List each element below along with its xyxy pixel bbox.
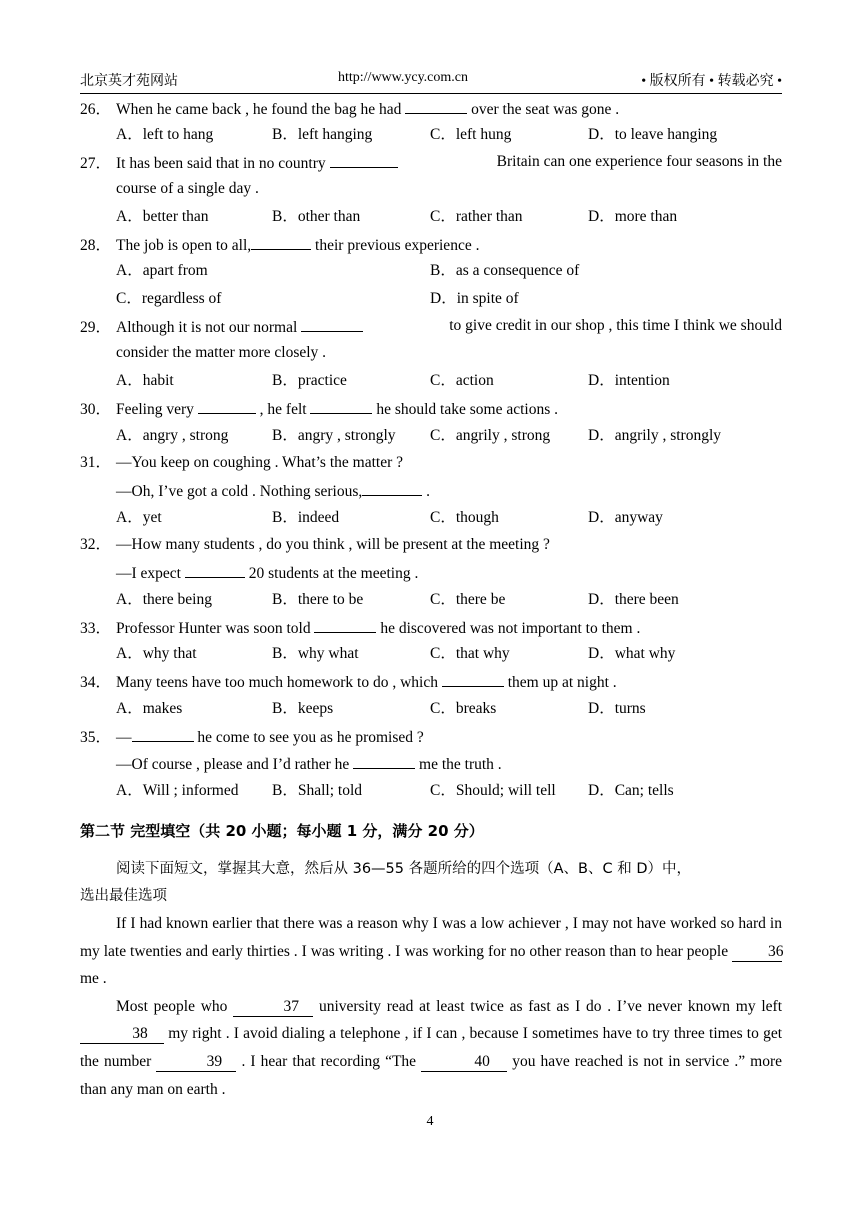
paragraph-2: Most people who 37 university read at least twice as fast as I do . I’ve never known my left 38 my right . I avoid dialing a telephone , if I can , because I sometimes have to try three times to get the number 39 . I hear that recording “The 40 you have reached is not in service .” more than any man on earth . [80, 997, 783, 1098]
question-26: 26． When he came back , he found the bag he had over the seat was gone . [80, 97, 619, 119]
option-b: B．keeps [272, 700, 334, 717]
question-32: 32． —How many students , do you think , will be present at the meeting ? [80, 536, 550, 553]
answer-blank [405, 97, 467, 114]
option-a: A．Will ; informed [116, 782, 239, 799]
option-c: C．there be [430, 591, 506, 608]
question-35: 35． — he come to see you as he promised ? [80, 725, 424, 747]
question-32-cont: —I expect 20 students at the meeting . [80, 561, 418, 583]
option-d: D．anyway [588, 509, 663, 526]
question-33: 33． Professor Hunter was soon told he discovered was not important to them . [80, 616, 640, 638]
page-header [80, 70, 782, 90]
option-a: A．left to hang [116, 126, 214, 143]
section-instruction-cont: 选出最佳选项 [80, 888, 167, 904]
answer-blank [310, 397, 372, 414]
option-c: C．Should; will tell [430, 782, 556, 799]
option-d: D．more than [588, 208, 678, 225]
option-d: D．in spite of [430, 290, 519, 307]
option-b: B．practice [272, 372, 347, 389]
section-instruction: 阅读下面短文，掌握其大意，然后从 36—55 各题所给的四个选项（A、B、C 和 D）中， [116, 861, 691, 877]
site-url[interactable]: http://www.ycy.com.cn [338, 70, 468, 85]
answer-blank [314, 616, 376, 633]
option-a: A．there being [116, 591, 212, 608]
answer-blank [301, 315, 363, 332]
option-d: D．to leave hanging [588, 126, 718, 143]
question-35-cont: —Of course , please and I’d rather he me the truth . [80, 752, 502, 774]
option-c: C．regardless of [116, 290, 222, 307]
option-a: A．habit [116, 372, 174, 389]
cloze-blank-37: 37 [233, 998, 313, 1017]
option-b: B．there to be [272, 591, 364, 608]
question-31: 31． —You keep on coughing . What’s the matter ? [80, 454, 403, 471]
option-b: B．as a consequence of [430, 262, 580, 279]
option-a: A．apart from [116, 262, 208, 279]
site-name: 北京英才苑网站 [80, 74, 178, 89]
option-c: C．breaks [430, 700, 497, 717]
option-a: A．yet [116, 509, 162, 526]
answer-blank [251, 233, 311, 250]
answer-blank [132, 725, 194, 742]
option-a: A．why that [116, 645, 197, 662]
option-c: C．action [430, 372, 494, 389]
question-29: 29． Although it is not our normal to give credit in our shop , this time I think we should [80, 317, 782, 336]
option-b: B．why what [272, 645, 359, 662]
cloze-blank-40: 40 [421, 1053, 507, 1072]
option-a: A．better than [116, 208, 209, 225]
option-d: D．Can; tells [588, 782, 674, 799]
option-d: D．there been [588, 591, 679, 608]
paragraph-1: If I had known earlier that there was a reason why I was a low achiever , I may not have worked so hard in my late twenties and early thirties . I was writing . I was working for no other reason than to hear people 36 me . [80, 915, 784, 988]
question-29-cont: consider the matter more closely . [116, 344, 327, 361]
answer-blank [362, 479, 422, 496]
copyright-notice: • 版权所有 • 转载必究 • [641, 74, 782, 89]
option-c: C．though [430, 509, 499, 526]
option-c: C．left hung [430, 126, 512, 143]
question-27: 27． It has been said that in no country Britain can one experience four seasons in the [80, 153, 782, 172]
option-c: C．rather than [430, 208, 523, 225]
question-30: 30． Feeling very , he felt he should take some actions . [80, 397, 558, 419]
question-31-cont: —Oh, I’ve got a cold . Nothing serious, . [80, 479, 430, 501]
option-d: D．angrily , strongly [588, 427, 722, 444]
option-a: A．makes [116, 700, 183, 717]
answer-blank [198, 397, 256, 414]
answer-blank [185, 561, 245, 578]
answer-blank [442, 670, 504, 687]
option-b: B．left hanging [272, 126, 373, 143]
option-b: B．Shall; told [272, 782, 362, 799]
answer-blank [330, 151, 398, 168]
question-27-cont: course of a single day . [116, 180, 259, 197]
question-34: 34． Many teens have too much homework to do , which them up at night . [80, 670, 617, 692]
question-28: 28． The job is open to all, their previous experience . [80, 233, 479, 255]
option-d: D．what why [588, 645, 676, 662]
option-d: D．turns [588, 700, 646, 717]
cloze-blank-36: 36 [732, 943, 782, 962]
option-b: B．indeed [272, 509, 340, 526]
option-c: C．angrily , strong [430, 427, 551, 444]
page-number: 4 [426, 1114, 434, 1129]
option-c: C．that why [430, 645, 510, 662]
answer-blank [353, 752, 415, 769]
header-rule [80, 93, 782, 94]
section-title: 第二节 完型填空（共 20 小题；每小题 1 分，满分 20 分） [80, 822, 484, 840]
option-a: A．angry , strong [116, 427, 229, 444]
cloze-blank-38: 38 [80, 1025, 164, 1044]
option-b: B．other than [272, 208, 361, 225]
cloze-passage [80, 910, 782, 1103]
cloze-blank-39: 39 [156, 1053, 236, 1072]
option-d: D．intention [588, 372, 670, 389]
option-b: B．angry , strongly [272, 427, 396, 444]
